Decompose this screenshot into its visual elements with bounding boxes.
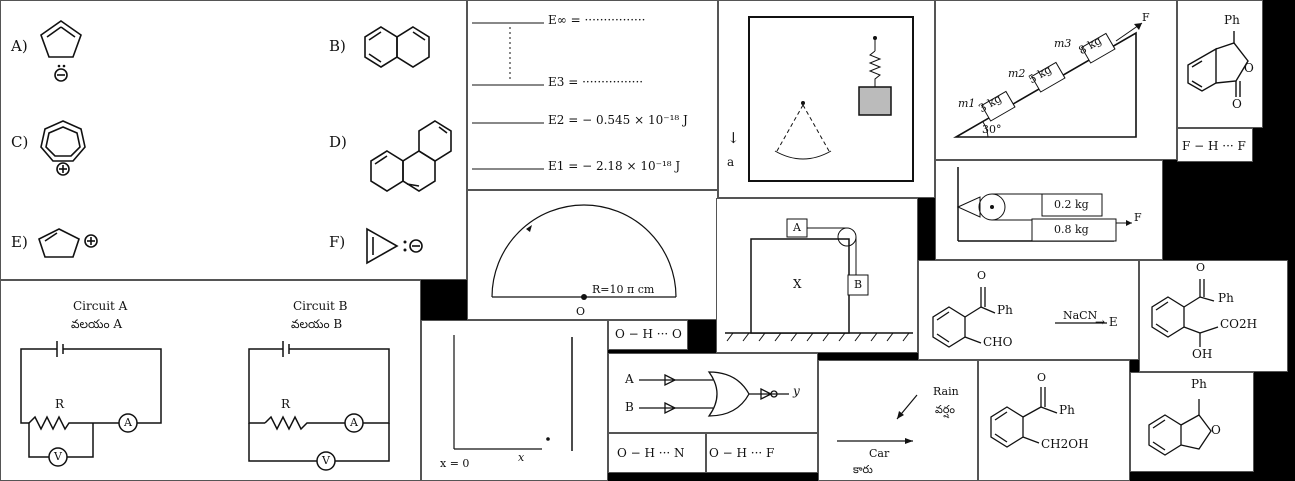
lactone-panel bbox=[1177, 0, 1263, 128]
hbond-fhf-panel bbox=[1177, 128, 1253, 162]
hanging-mass bbox=[859, 87, 891, 115]
option-f-label: F) bbox=[329, 233, 346, 251]
semicircle-panel bbox=[467, 190, 718, 320]
alcohol-ch2oh: CH2OH bbox=[1041, 437, 1089, 451]
benzoin-reagent: NaCN bbox=[1063, 309, 1098, 322]
circuit-a-wire bbox=[21, 349, 57, 423]
hbond-ohf-panel bbox=[706, 433, 818, 473]
structure-f-ring bbox=[367, 229, 397, 263]
energy-level-3: E3 = ················ bbox=[548, 75, 644, 89]
hydroxy-acid-oh: OH bbox=[1192, 347, 1213, 361]
benzoin-product: → E bbox=[1095, 315, 1118, 329]
circuit-b-title: Circuit B bbox=[293, 299, 348, 313]
m1-label: m1 bbox=[958, 97, 976, 110]
rain-car-drawing bbox=[819, 361, 978, 481]
block-b-label: B bbox=[854, 278, 863, 291]
lift-pendulum-drawing bbox=[719, 1, 935, 198]
benzoin-reaction-panel bbox=[918, 260, 1139, 360]
acceleration-arrow-icon: ↓ bbox=[727, 129, 740, 147]
hbond-ohn-panel bbox=[608, 433, 706, 473]
circuit-a-voltmeter-label: V bbox=[54, 450, 62, 463]
option-e-label: E) bbox=[11, 233, 28, 251]
alcohol-benzene-ring bbox=[991, 407, 1023, 447]
lactone-benzene-ring bbox=[1188, 49, 1216, 91]
circuit-a-ammeter-label: A bbox=[124, 416, 132, 429]
circuit-a-subtitle: వలయం A bbox=[71, 317, 123, 331]
circuit-b-ammeter-label: A bbox=[350, 416, 358, 429]
pulley-wedge-panel bbox=[716, 198, 918, 353]
circuit-a-title: Circuit A bbox=[73, 299, 128, 313]
hbond-oho-panel bbox=[608, 320, 688, 350]
logic-input-b: B bbox=[625, 400, 634, 414]
hydroxy-acid-co2h: CO2H bbox=[1220, 317, 1258, 331]
logic-gates-panel bbox=[608, 353, 818, 433]
benzoin-reaction-drawing bbox=[919, 261, 1139, 360]
structure-a-ring bbox=[41, 21, 81, 57]
block-a-label: A bbox=[793, 221, 801, 234]
alcohol-ph: Ph bbox=[1059, 403, 1075, 417]
incline-angle-label: 30° bbox=[982, 123, 1002, 136]
option-d-label: D) bbox=[329, 133, 347, 151]
option-b-label: B) bbox=[329, 37, 346, 55]
aromatic-structures-drawing bbox=[1, 1, 467, 280]
lift-pendulum-panel bbox=[718, 0, 935, 198]
pulley-force-label: F bbox=[1134, 211, 1142, 224]
rain-telugu-label: వర్షం bbox=[935, 403, 955, 416]
semicircle-drawing bbox=[468, 191, 718, 320]
block-2-mass: 5 kg bbox=[1026, 62, 1054, 87]
circuit-b-wire bbox=[249, 349, 283, 423]
hydroxy-acid-o: O bbox=[1196, 261, 1206, 274]
circuit-b-voltmeter-label: V bbox=[322, 454, 330, 467]
car-telugu-label: కారు bbox=[853, 463, 873, 476]
lactone-ph-label: Ph bbox=[1224, 13, 1240, 27]
structure-d-ring bbox=[371, 151, 403, 191]
center-point bbox=[581, 294, 587, 300]
benzoin-carbonyl-o: O bbox=[977, 269, 987, 282]
hbond-ohn: O − H ··· N bbox=[617, 446, 685, 460]
energy-infinity: E∞ = ················ bbox=[548, 13, 646, 27]
incline-blocks-panel bbox=[935, 0, 1177, 160]
block-3-mass: 8 kg bbox=[1076, 33, 1104, 58]
incline-blocks-drawing bbox=[936, 1, 1177, 160]
lactone-ring-oxygen: O bbox=[1244, 61, 1254, 75]
circuit-b-resistor bbox=[265, 417, 345, 429]
energy-level-2: E2 = − 0.545 × 10⁻¹⁸ J bbox=[548, 113, 688, 127]
phthalan-benzene-ring bbox=[1149, 415, 1181, 455]
logic-input-a: A bbox=[625, 372, 634, 386]
incline-force-label: F bbox=[1142, 11, 1150, 24]
logic-output-y: y bbox=[793, 384, 800, 398]
rain-label: Rain bbox=[933, 385, 959, 398]
circuit-b-resistor-label: R bbox=[281, 397, 291, 411]
energy-level-1: E1 = − 2.18 × 10⁻¹⁸ J bbox=[548, 159, 681, 173]
alcohol-o: O bbox=[1037, 371, 1047, 384]
aromatic-structures-panel bbox=[0, 0, 467, 280]
circuit-a-resistor-label: R bbox=[55, 397, 65, 411]
hbond-oho: O − H ··· O bbox=[615, 327, 682, 341]
or-gate-icon bbox=[709, 372, 749, 416]
hbond-fhf: F − H ··· F bbox=[1182, 139, 1246, 153]
acceleration-label: a bbox=[727, 155, 735, 169]
option-a-label: A) bbox=[11, 37, 28, 55]
hydroxy-acid-benzene-ring bbox=[1152, 297, 1184, 337]
benzoin-benzene-ring bbox=[933, 307, 965, 347]
benzoin-cho: CHO bbox=[983, 335, 1013, 349]
center-label: O bbox=[576, 305, 586, 318]
rain-car-panel bbox=[818, 360, 978, 481]
phthalan-ph: Ph bbox=[1191, 377, 1207, 391]
circuit-a-resistor bbox=[29, 417, 119, 429]
energy-levels-panel bbox=[467, 0, 718, 190]
car-label: Car bbox=[869, 447, 890, 460]
upper-block-mass: 0.2 kg bbox=[1054, 198, 1089, 211]
motion-axes-panel bbox=[421, 320, 608, 481]
lactone-carbonyl-oxygen: O bbox=[1232, 97, 1242, 111]
phthalan-o: O bbox=[1211, 423, 1221, 437]
origin-label: x = 0 bbox=[440, 457, 470, 470]
wedge-x-label: X bbox=[793, 277, 802, 291]
spring-icon bbox=[870, 51, 880, 87]
hydroxy-acid-ph: Ph bbox=[1218, 291, 1234, 305]
pulley-blocks-panel bbox=[935, 160, 1163, 260]
hydroxy-acid-panel bbox=[1139, 260, 1288, 372]
m3-label: m3 bbox=[1054, 37, 1072, 50]
option-c-label: C) bbox=[11, 133, 29, 151]
hbond-ohf: O − H ··· F bbox=[709, 446, 775, 460]
pulley-blocks-drawing bbox=[936, 161, 1163, 260]
x-axis-label: x bbox=[518, 451, 525, 464]
logic-gates-drawing bbox=[609, 354, 818, 433]
m2-label: m2 bbox=[1008, 67, 1026, 80]
circuits-panel bbox=[0, 280, 421, 481]
alcohol-panel bbox=[978, 360, 1130, 481]
phthalan-panel bbox=[1130, 372, 1254, 472]
structure-b-ring bbox=[365, 27, 397, 67]
pulley-wedge-drawing bbox=[717, 199, 918, 353]
alcohol-drawing bbox=[979, 361, 1130, 481]
block-1-mass: 3 kg bbox=[976, 91, 1004, 116]
radius-label: R=10 π cm bbox=[592, 283, 655, 296]
circuit-b-subtitle: వలయం B bbox=[291, 317, 343, 331]
lower-block-mass: 0.8 kg bbox=[1054, 223, 1089, 236]
structure-e-ring bbox=[39, 229, 79, 257]
hydroxy-acid-drawing bbox=[1140, 261, 1288, 372]
circuits-drawing bbox=[1, 281, 421, 481]
benzoin-ph: Ph bbox=[997, 303, 1013, 317]
